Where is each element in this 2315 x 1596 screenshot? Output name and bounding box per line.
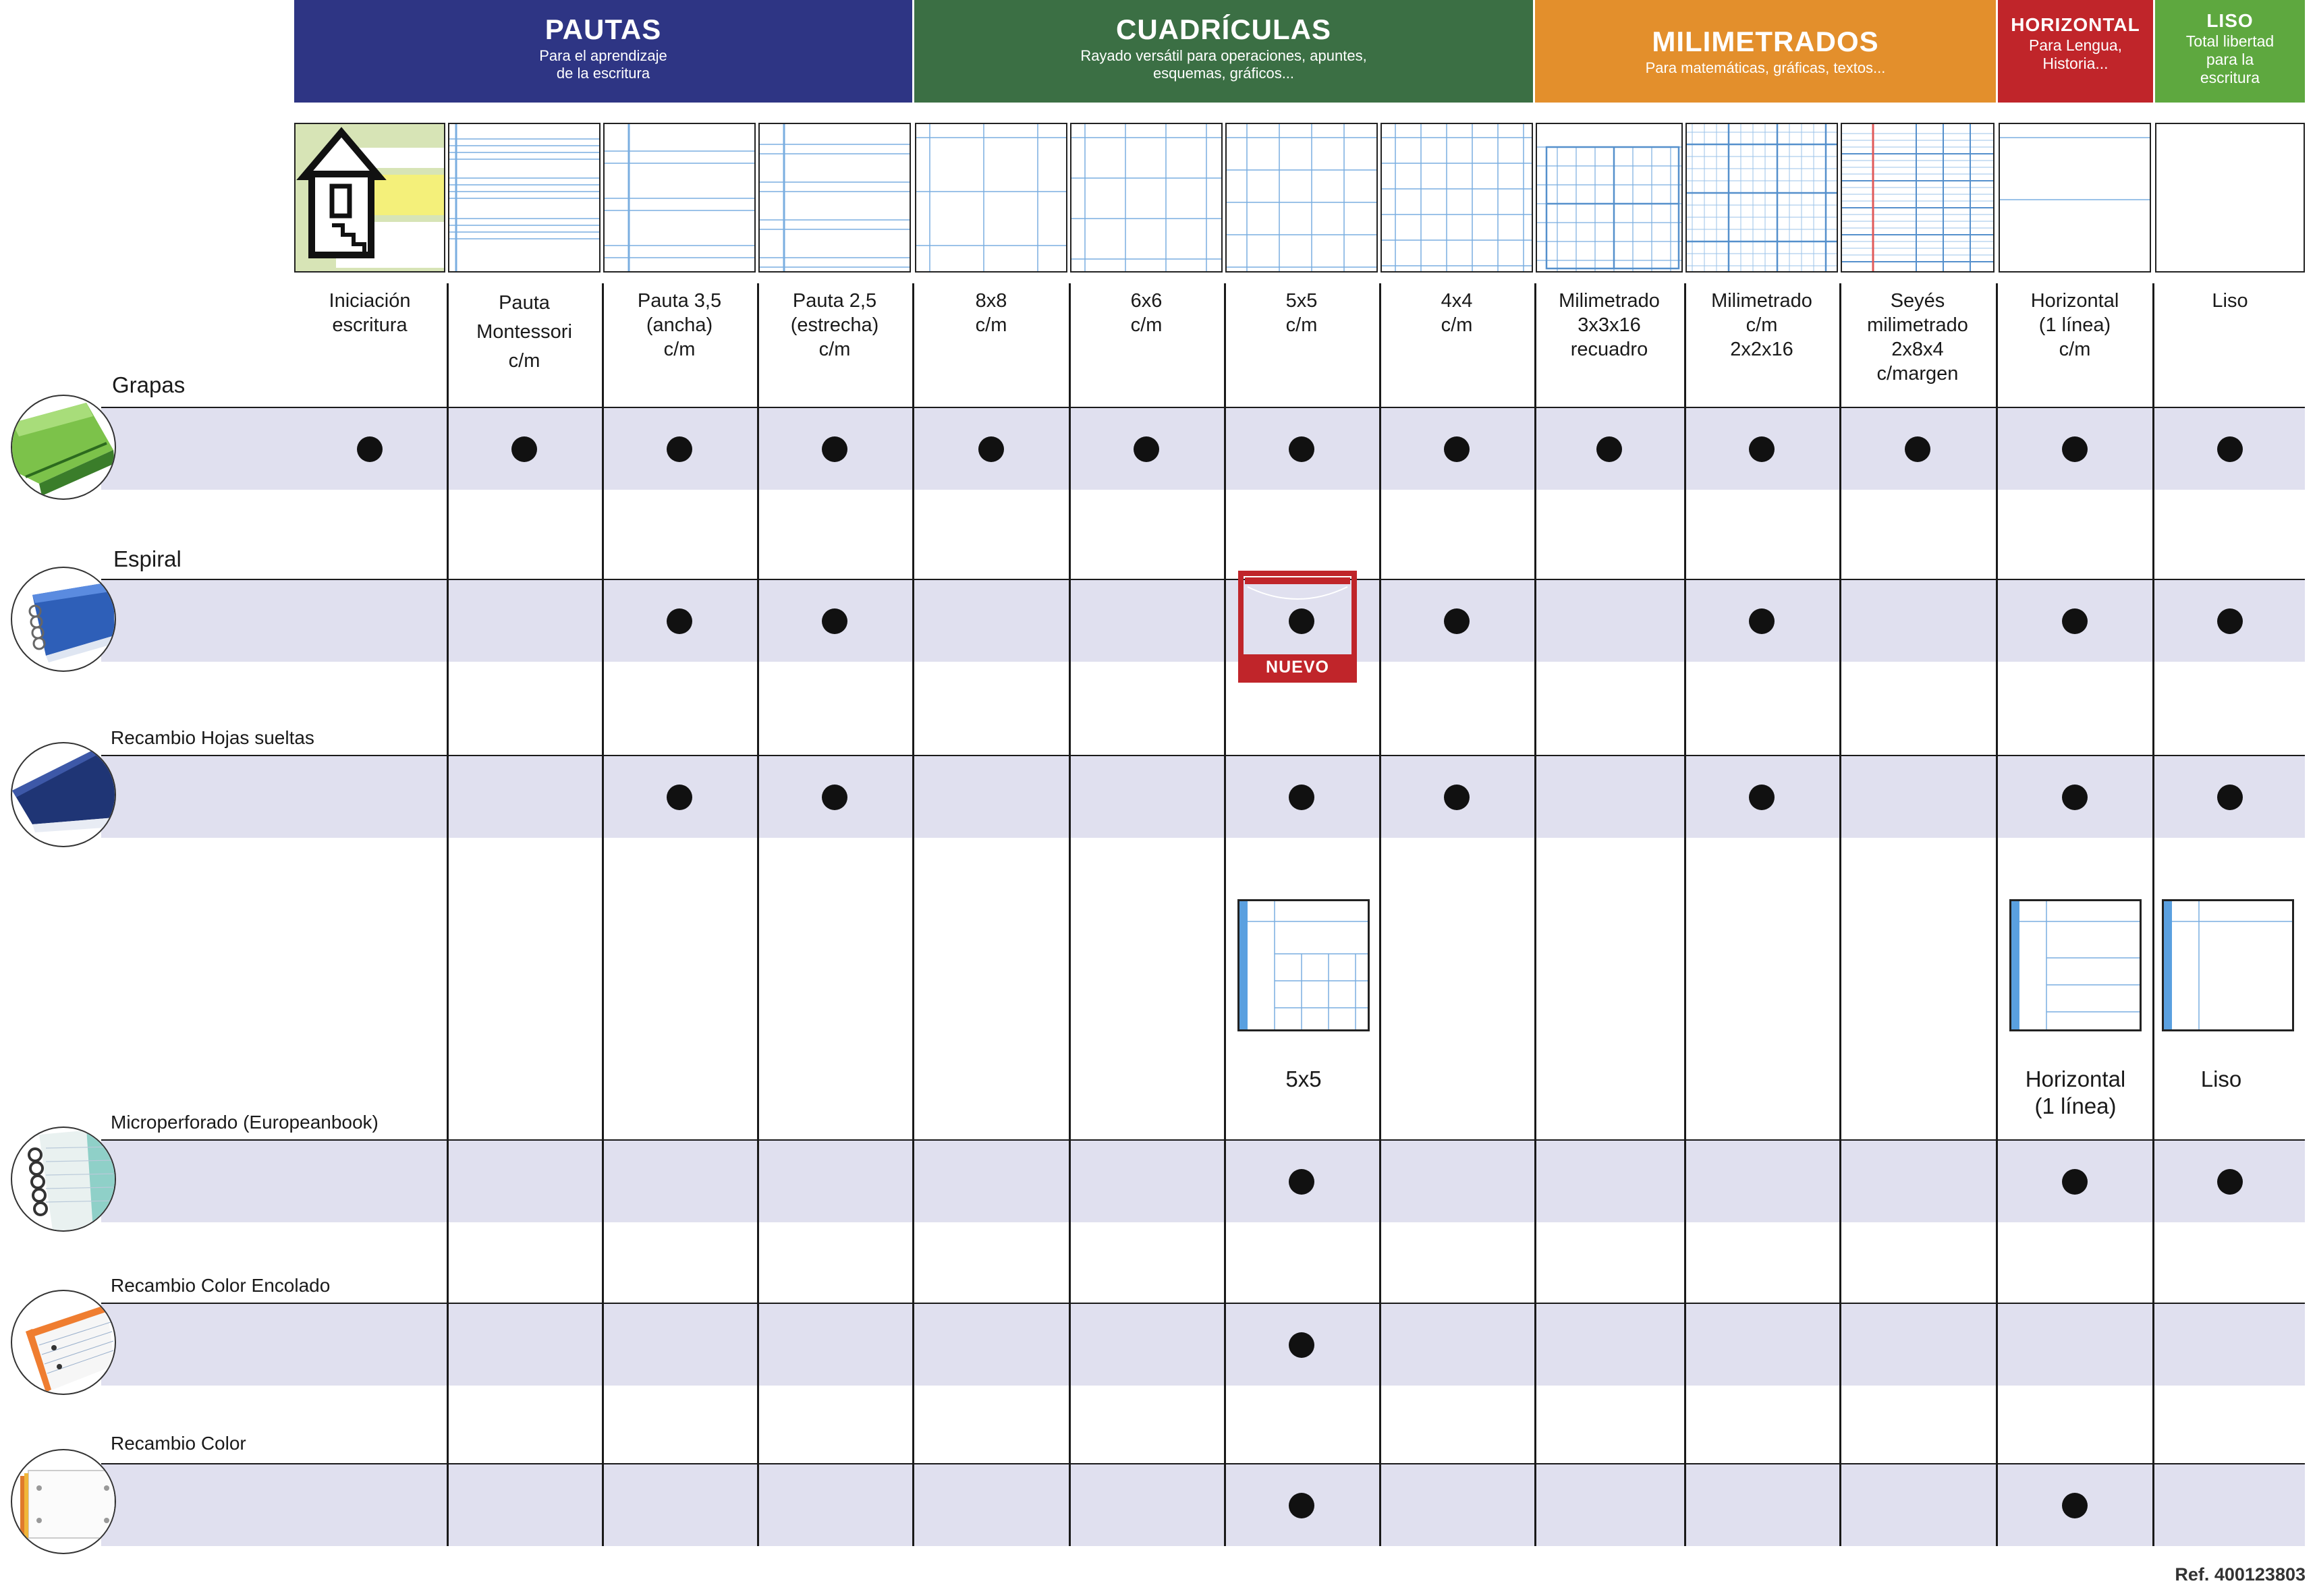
row-rule [101,579,2305,580]
availability-dot [2062,785,2088,810]
thumb-5x5 [1225,123,1378,273]
sample-label-5x5: 5x5 [1285,1066,1322,1091]
header-horizontal [1998,0,2153,103]
row-rule [101,755,2305,756]
availability-dot [822,608,847,634]
row-rule [101,407,2305,408]
availability-dot [1289,1332,1314,1358]
column-name-5x5: 5x5 c/m [1285,290,1318,336]
thumb-milimetrado-2x2 [1685,123,1838,273]
grid-5x5-icon [1227,124,1376,271]
availability-dot [1134,436,1159,462]
availability-dot [822,785,847,810]
header-subtitle: Para matemáticas, gráficas, textos... [1645,59,1886,76]
availability-dot [2062,436,2088,462]
column-name-pauta-estrecha: Pauta 2,5 (estrecha) c/m [790,290,879,360]
availability-dot [1596,436,1622,462]
color-refill-image [12,1450,115,1553]
millimetre-grid-icon [1687,124,1837,271]
thumb-liso [2155,123,2305,273]
thumb-pauta-ancha [603,123,756,273]
header-title: LISO [2206,10,2254,31]
availability-dot [2217,785,2243,810]
row-band-recambio-color [101,1464,2305,1546]
sample-label-horizontal: Horizontal (1 línea) [2025,1066,2126,1118]
sample-5x5-preview [1239,901,1368,1029]
nuevo-badge [1238,571,1357,683]
column-rule [1684,283,1686,1546]
header-title: MILIMETRADOS [1652,26,1879,57]
column-rule [602,283,604,1546]
sample-sheet-5x5 [1237,899,1370,1031]
millimetre-box-icon [1537,124,1681,271]
column-name-montessori: Pauta Montessori c/m [476,292,572,372]
row-band-espiral [101,579,2305,662]
thumb-8x8 [915,123,1067,273]
availability-dot [667,608,692,634]
column-name-seyes: Seyés milimetrado 2x8x4 c/margen [1867,290,1968,384]
header-subtitle: Para Lengua, Historia... [2028,36,2123,72]
availability-dot [1289,1169,1314,1195]
glued-color-refill-image [12,1291,115,1394]
availability-dot [1444,785,1470,810]
thumb-seyes [1841,123,1995,273]
product-image-color-encolado [11,1290,116,1395]
availability-dot [2217,608,2243,634]
column-rule [447,283,449,1546]
column-rule [1069,283,1071,1546]
header-title: PAUTAS [545,13,662,45]
row-label-color-encolado: Recambio Color Encolado [111,1275,331,1296]
row-label-grapas: Grapas [112,372,186,397]
column-name-liso: Liso [2212,290,2248,312]
availability-dot [1289,436,1314,462]
header-subtitle: Rayado versátil para operaciones, apuntes, esquemas, gráficos... [1080,47,1367,82]
header-title: HORIZONTAL [2011,14,2140,35]
column-name-horizontal: Horizontal (1 línea) c/m [2030,290,2119,360]
product-image-recambio-color [11,1449,116,1554]
grid-4x4-icon [1382,124,1532,271]
header-liso [2155,0,2305,103]
row-rule [101,1463,2305,1464]
availability-dot [1289,785,1314,810]
thumb-pauta-estrecha [758,123,911,273]
header-subtitle: Para el aprendizaje de la escritura [539,47,667,82]
column-rule [1379,283,1381,1546]
header-subtitle: Total libertad para la escritura [2185,32,2275,86]
column-rule [1534,283,1536,1546]
availability-dot [1444,608,1470,634]
product-image-hojas-sueltas [11,742,116,847]
header-cuadriculas [914,0,1533,103]
column-rule [1224,283,1226,1546]
row-band-microperforado [101,1140,2305,1222]
wide-ruling-icon [605,124,754,271]
availability-dot [2062,608,2088,634]
availability-dot [1749,785,1775,810]
row-label-recambio-color: Recambio Color [111,1433,246,1454]
product-image-microperforado [11,1127,116,1232]
availability-dot [1289,1493,1314,1518]
thumb-milimetrado-recuadro [1536,123,1683,273]
availability-dot [1749,608,1775,634]
sample-sheet-liso [2162,899,2294,1031]
header-pautas [294,0,912,103]
thumb-pauta-montessori [448,123,601,273]
availability-dot [1749,436,1775,462]
product-image-grapas [11,395,116,500]
row-label-hojas-sueltas: Recambio Hojas sueltas [111,727,314,748]
column-rule [757,283,759,1546]
availability-dot [357,436,383,462]
nuevo-badge-text: NUEVO [1266,658,1329,677]
availability-dot [667,785,692,810]
column-name-6x6: 6x6 c/m [1130,290,1163,336]
availability-dot [2062,1169,2088,1195]
row-label-espiral: Espiral [113,546,182,571]
thumb-iniciacion-escritura [294,123,445,273]
availability-dot [1905,436,1930,462]
row-rule [101,1303,2305,1304]
column-name-milimetrado-recuadro: Milimetrado 3x3x16 recuadro [1559,290,1660,360]
header-milimetrados [1535,0,1996,103]
loose-sheets-image [12,743,115,846]
thumb-6x6 [1070,123,1223,273]
availability-dot [2217,1169,2243,1195]
house-icon [296,124,444,271]
column-name-pauta-ancha: Pauta 3,5 (ancha) c/m [637,290,722,360]
column-name-iniciacion: Iniciación escritura [329,290,411,336]
product-image-espiral [11,567,116,672]
row-rule [101,1139,2305,1141]
microperforated-notebook-image [12,1128,115,1230]
thumb-horizontal [1999,123,2151,273]
row-band-color-encolado [101,1303,2305,1386]
row-band-grapas [101,407,2305,490]
sample-sheet-horizontal [2009,899,2142,1031]
column-name-milimetrado-2x2: Milimetrado c/m 2x2x16 [1711,290,1812,360]
availability-dot [2062,1493,2088,1518]
grid-8x8-icon [916,124,1066,271]
horizontal-ruling-icon [2000,124,2150,271]
column-name-8x8: 8x8 c/m [975,290,1007,336]
availability-dot [978,436,1004,462]
reference-number: Ref. 400123803 [2175,1564,2306,1585]
sample-label-liso: Liso [2200,1066,2242,1091]
availability-dot [1444,436,1470,462]
availability-dot [822,436,847,462]
sample-horizontal-preview [2011,901,2140,1029]
column-rule [1996,283,1998,1546]
header-title: CUADRÍCULAS [1116,13,1331,45]
grid-6x6-icon [1071,124,1221,271]
stapled-notebook-image [12,396,115,498]
spiral-notebook-image [12,568,115,671]
narrow-ruling-icon [760,124,910,271]
column-rule [1839,283,1841,1546]
montessori-ruling-icon [449,124,599,271]
sample-liso-preview [2164,901,2292,1029]
availability-dot [511,436,537,462]
availability-dot [2217,436,2243,462]
availability-dot [667,436,692,462]
thumb-4x4 [1380,123,1533,273]
seyes-ruling-icon [1842,124,1993,271]
column-rule [2152,283,2154,1546]
row-band-hojas-sueltas [101,756,2305,838]
column-rule [912,283,914,1546]
row-label-microperforado: Microperforado (Europeanbook) [111,1112,379,1133]
column-name-4x4: 4x4 c/m [1441,290,1473,336]
